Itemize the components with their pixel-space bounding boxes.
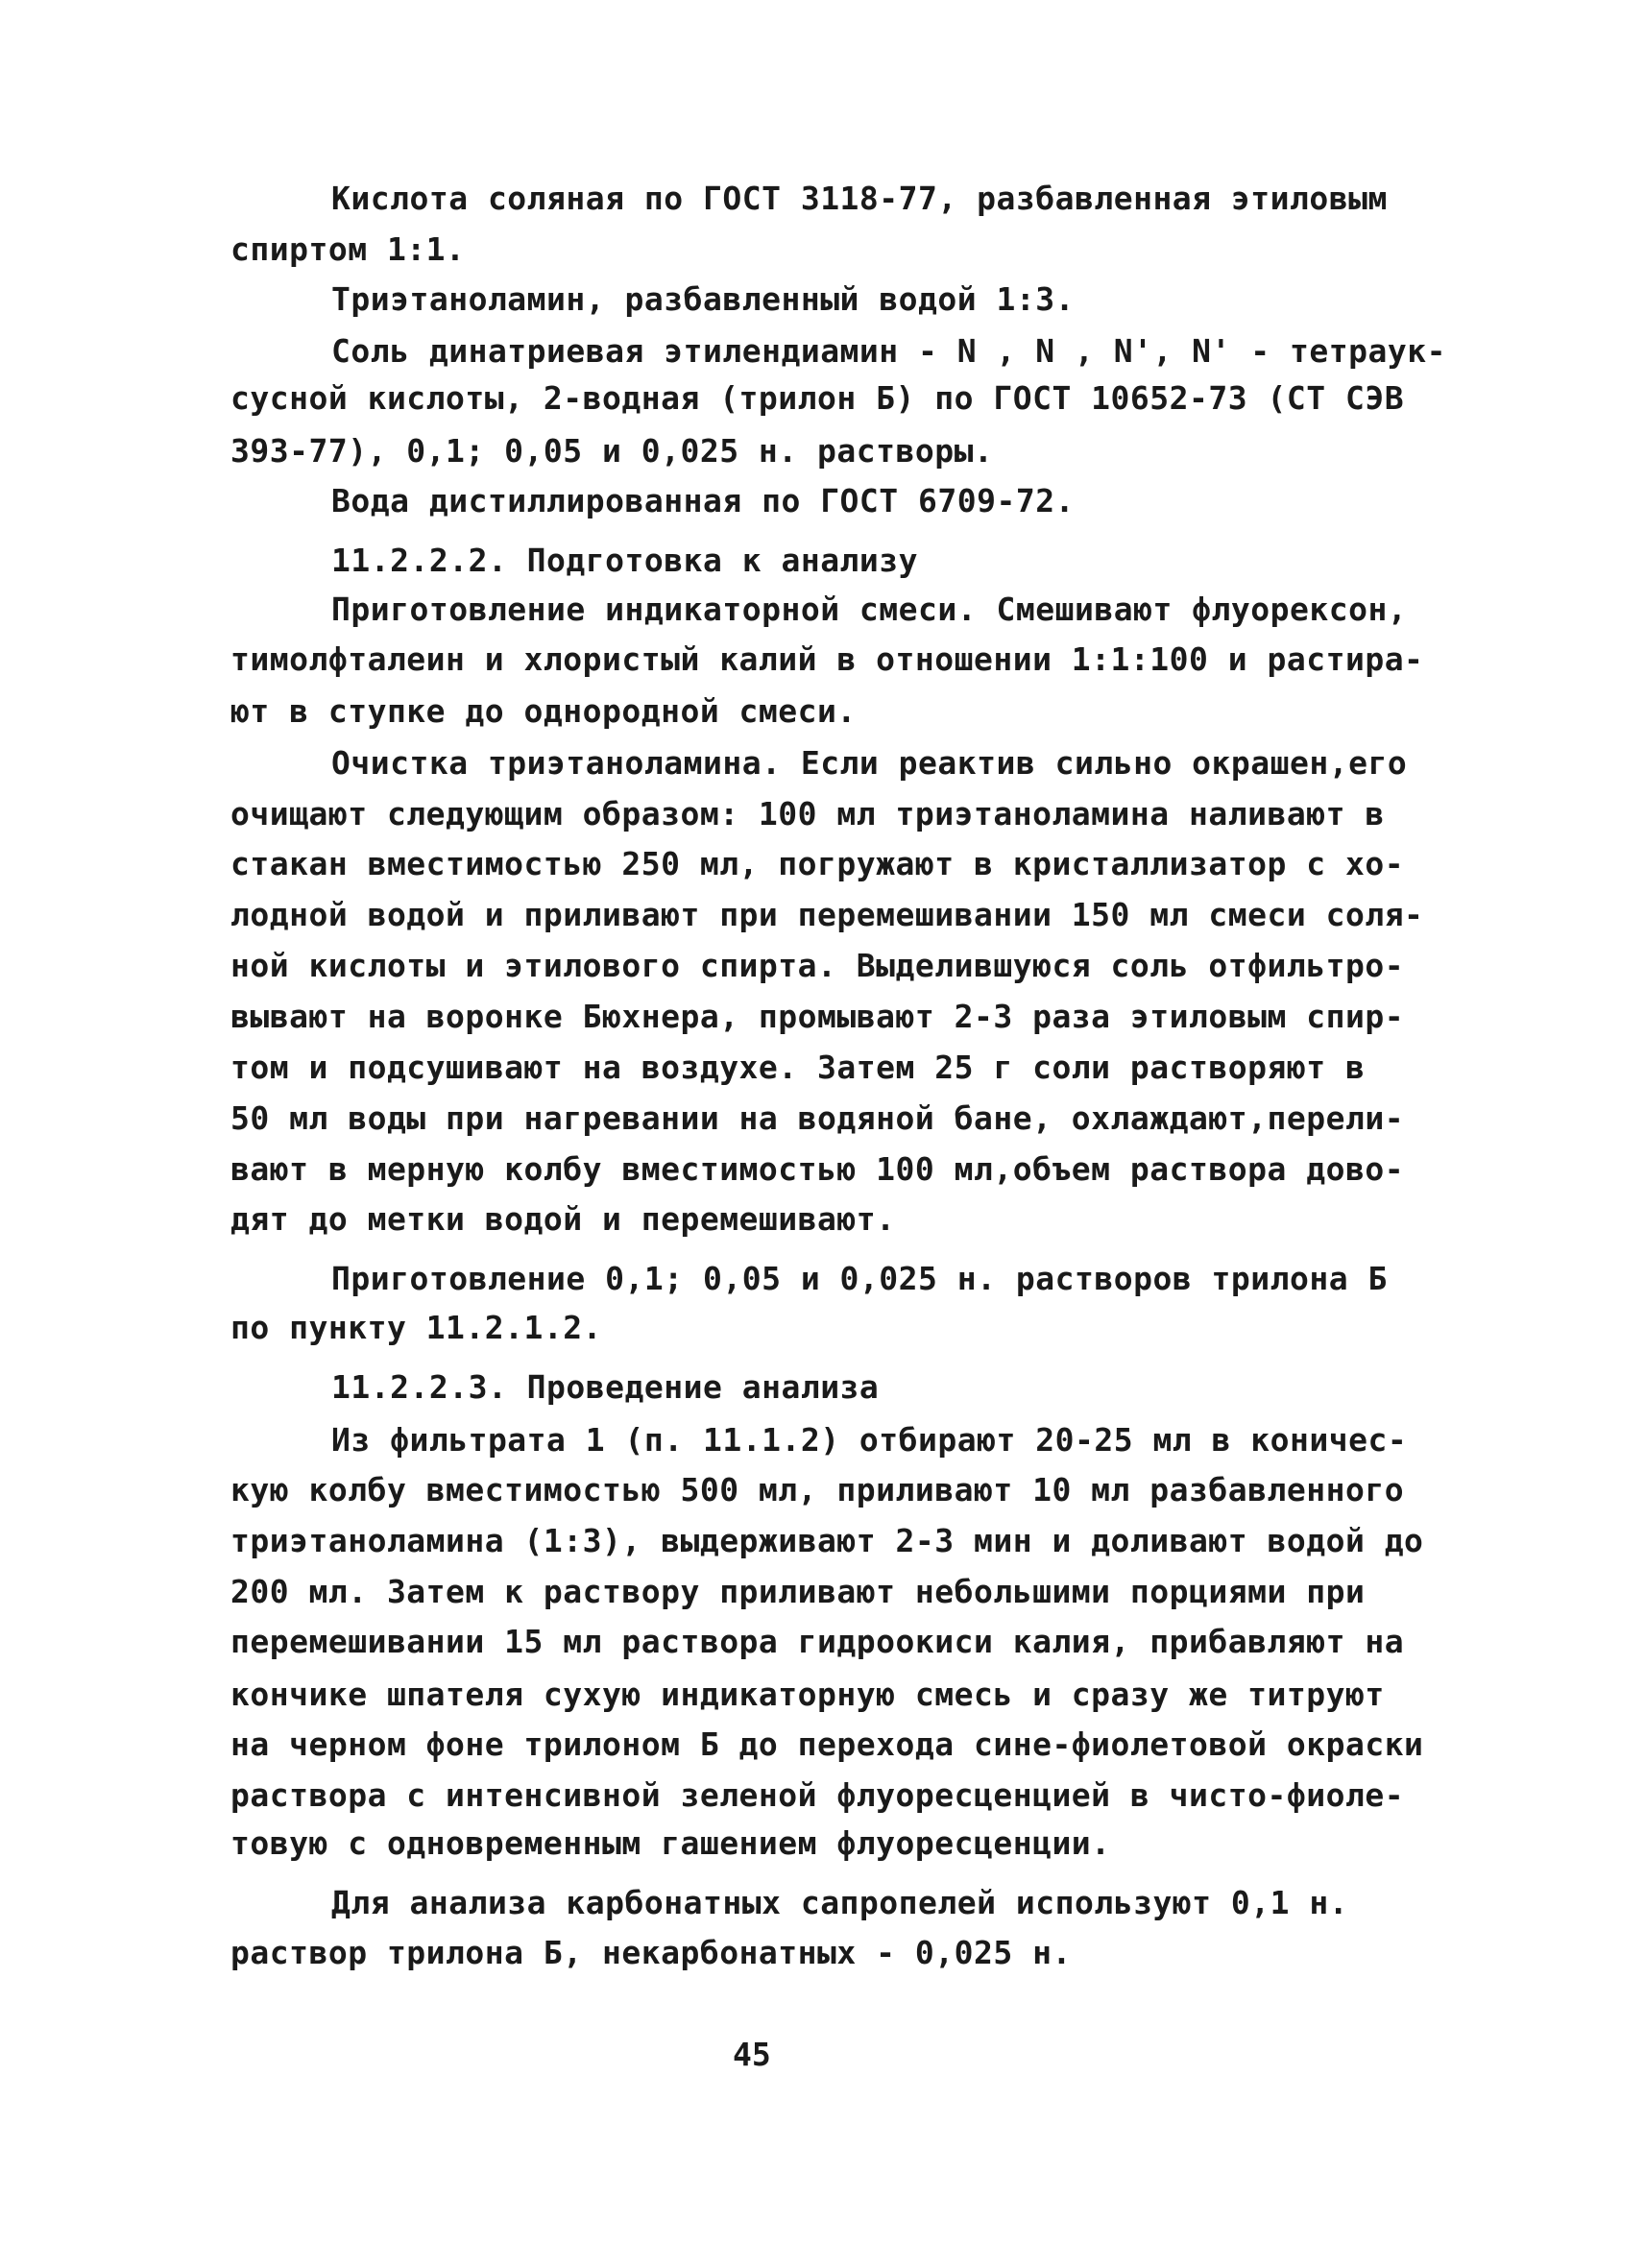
section-heading: 11.2.2.2. Подготовка к анализу	[331, 542, 919, 579]
text-line: кончике шпателя сухую индикаторную смесь и сразу же титруют	[230, 1676, 1385, 1713]
text-line: стакан вместимостью 250 мл, погружают в кристаллизатор с хо-	[230, 845, 1405, 882]
text-line: Соль динатриевая этилендиамин - N , N , N', N' - тетраук-	[331, 332, 1446, 370]
text-line: перемешивании 15 мл раствора гидроокиси калия, прибавляют на	[230, 1623, 1405, 1660]
text-line: вывают на воронке Бюхнера, промывают 2-3 раза этиловым спир-	[230, 998, 1405, 1035]
page-number: 45	[733, 2036, 771, 2073]
text-line: Вода дистиллированная по ГОСТ 6709-72.	[331, 482, 1075, 519]
text-line: том и подсушивают на воздухе. Затем 25 г соли растворяют в	[230, 1049, 1366, 1086]
text-line: Приготовление 0,1; 0,05 и 0,025 н. растворов трилона Б	[331, 1260, 1388, 1297]
text-line: Для анализа карбонатных сапропелей используют 0,1 н.	[331, 1884, 1349, 1921]
text-line: товую с одновременным гашением флуоресценции.	[230, 1824, 1111, 1862]
text-line: очищают следующим образом: 100 мл триэтаноламина наливают в	[230, 795, 1385, 832]
text-line: ной кислоты и этилового спирта. Выделившуюся соль отфильтро-	[230, 947, 1405, 984]
text-line: дят до метки водой и перемешивают.	[230, 1200, 896, 1238]
text-line: Из фильтрата 1 (п. 11.1.2) отбирают 20-25 мл в коничес-	[331, 1421, 1408, 1459]
text-line: на черном фоне трилоном Б до перехода сине-фиолетовой окраски	[230, 1725, 1424, 1763]
text-line: сусной кислоты, 2-водная (трилон Б) по ГОСТ 10652-73 (СТ СЭВ	[230, 379, 1405, 417]
text-line: тимолфталеин и хлористый калий в отношении 1:1:100 и растира-	[230, 640, 1424, 678]
text-line: Очистка триэтаноламина. Если реактив сильно окрашен,его	[331, 744, 1408, 782]
text-line: Приготовление индикаторной смеси. Смешивают флуорексон,	[331, 591, 1408, 628]
text-line: Кислота соляная по ГОСТ 3118-77, разбавленная этиловым	[331, 180, 1388, 217]
text-line: спиртом 1:1.	[230, 230, 466, 268]
text-line: раствора с интенсивной зеленой флуоресценцией в чисто-фиоле-	[230, 1776, 1405, 1814]
text-line: триэтаноламина (1:3), выдерживают 2-3 мин и доливают водой до	[230, 1522, 1424, 1559]
text-line: лодной водой и приливают при перемешивании 150 мл смеси соля-	[230, 896, 1424, 933]
text-line: Триэтаноламин, разбавленный водой 1:3.	[331, 280, 1075, 318]
text-line: раствор трилона Б, некарбонатных - 0,025 н.	[230, 1934, 1072, 1971]
text-line: кую колбу вместимостью 500 мл, приливают 10 мл разбавленного	[230, 1471, 1405, 1508]
text-line: по пункту 11.2.1.2.	[230, 1309, 602, 1346]
text-line: 200 мл. Затем к раствору приливают небольшими порциями при	[230, 1573, 1366, 1610]
text-line: 393-77), 0,1; 0,05 и 0,025 н. растворы.	[230, 432, 994, 470]
section-heading: 11.2.2.3. Проведение анализа	[331, 1368, 880, 1406]
text-line: 50 мл воды при нагревании на водяной бане, охлаждают,перели-	[230, 1099, 1405, 1137]
text-line: ют в ступке до однородной смеси.	[230, 692, 857, 730]
text-line: вают в мерную колбу вместимостью 100 мл,объем раствора дово-	[230, 1150, 1405, 1188]
